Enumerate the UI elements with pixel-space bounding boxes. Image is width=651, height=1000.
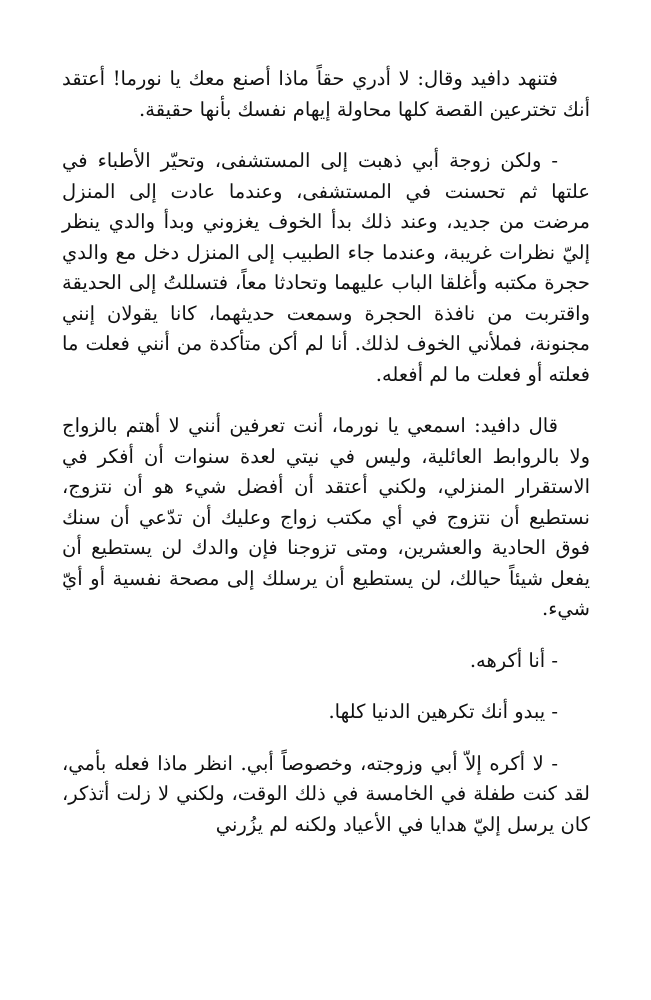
paragraph-hate-father: - لا أكره إلاّ أبي وزوجته، وخصوصاً أبي. انظر ماذا فعله بأمي، لقد كنت طفلة في الخامسة في ذلك الوقت، ولكني لا زلت أتذكر، كان يرسل إليّ هدايا في الأعياد ولكنه لم يزُرني bbox=[62, 751, 590, 836]
paragraph-david-proposal: قال دافيد: اسمعي يا نورما، أنت تعرفين أنني لا أهتم بالزواج ولا بالروابط العائلية، وليس في نيتي لعدة سنوات أن أفكر في الاستقرار المنزلي، ولكني أعتقد أن أفضل شيء هو أن نتزوج، نستطيع أن نتزوج في أي مكتب زواج وعليك أن تدّعي أن سنك فوق الحادية والعشرين، ومتى تزوجنا فإن والدك لن يستطيع أن يفعل شيئاً حيالك، لن يستطيع أن يرسلك إلى مصحة نفسية أو أيّ شيء. bbox=[62, 414, 590, 620]
paragraph-david-sighs: فتنهد دافيد وقال: لا أدري حقاً ماذا أصنع معك يا نورما! أعتقد أنك تخترعين القصة كلها محاولة إيهام نفسك بأنها حقيقة. bbox=[62, 67, 590, 121]
paragraph-you-hate-world: - يبدو أنك تكرهين الدنيا كلها. bbox=[328, 700, 558, 723]
paragraph-i-hate-him: - أنا أكرهه. bbox=[469, 648, 558, 672]
book-page-text bbox=[62, 64, 590, 840]
paragraph-stepmother-hospital: - ولكن زوجة أبي ذهبت إلى المستشفى، وتحيّر الأطباء في علتها ثم تحسنت في المستشفى، وعندما عادت إلى المنزل مرضت من جديد، وعند ذلك بدأ الخوف يغزوني وبدأ والدي ينظر إليّ نظرات غريبة، وعندما جاء الطبيب إلى المنزل دخل مع والدي حجرة مكتبه وأغلقا الباب عليهما وتحادثا معاً، فتسللتُ إلى الحديقة واقتربت من نافذة الحجرة وسمعت حديثهما، كانا يقولان إنني مجنونة، فملأني الخوف لذلك. أنا لم أكن متأكدة من أنني فعلت ما فعلته أو فعلت ما لم أفعله. bbox=[62, 149, 590, 386]
